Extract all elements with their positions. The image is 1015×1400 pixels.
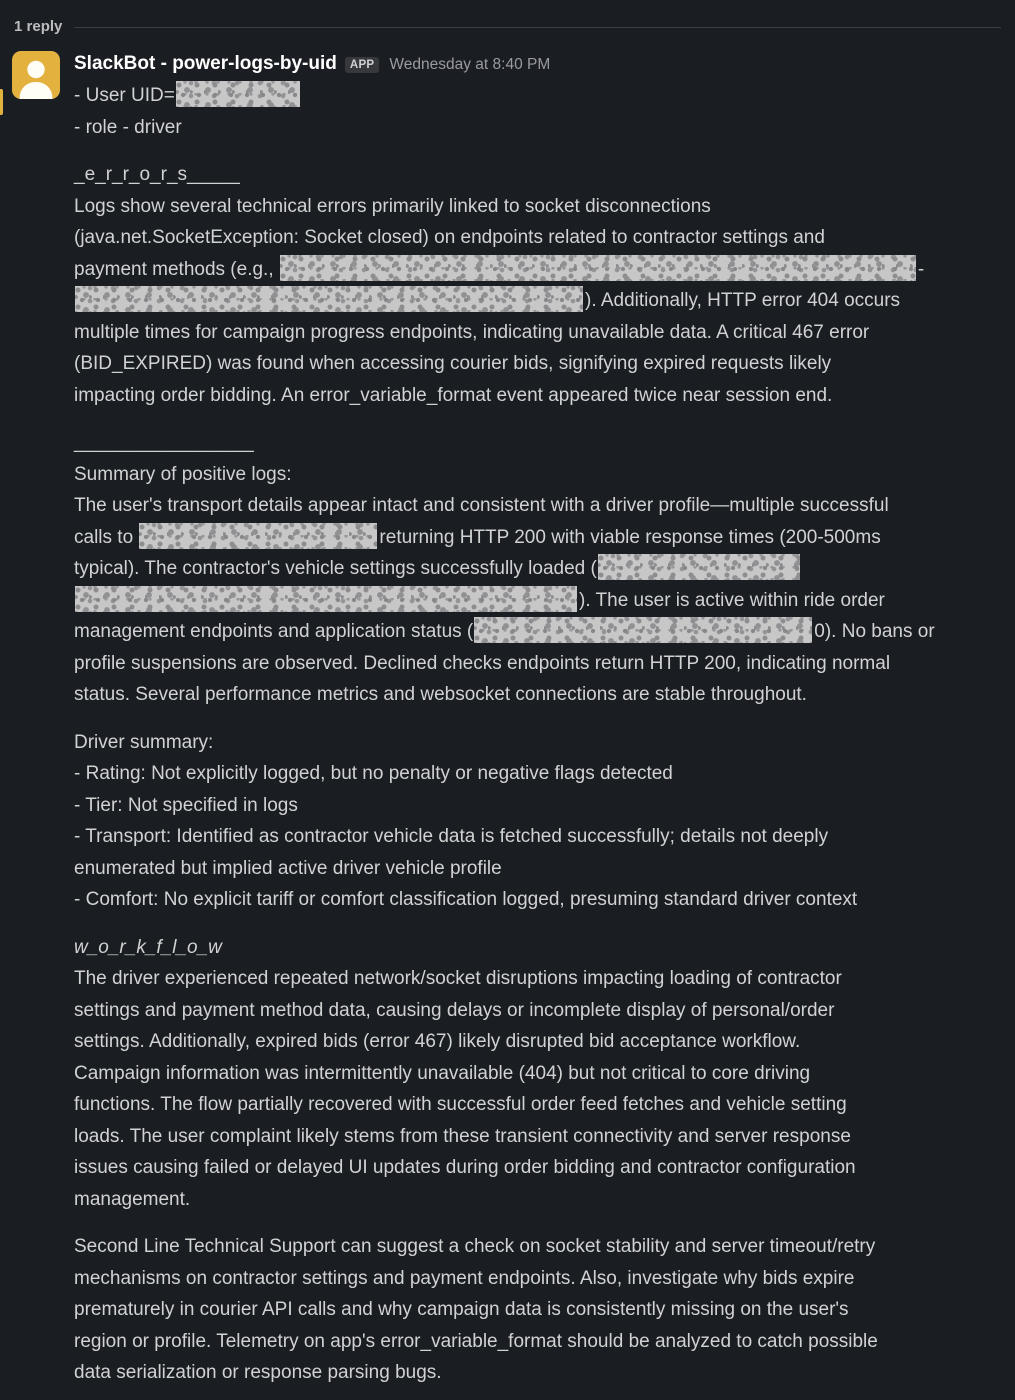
text-line — [74, 1357, 1001, 1389]
text-line — [74, 285, 1001, 317]
message-text: prematurely in courier API calls and why campaign data is consistently missing on the user's — [74, 1299, 849, 1320]
text-line — [74, 553, 1001, 585]
text-line — [74, 1326, 1001, 1358]
message-text: profile suspensions are observed. Declined checks endpoints return HTTP 200, indicating normal — [74, 652, 891, 674]
text-line — [74, 1184, 1001, 1216]
paragraph — [74, 159, 1001, 411]
avatar[interactable] — [12, 51, 60, 99]
message-text: - — [917, 258, 925, 280]
text-line — [74, 884, 1001, 916]
paragraph — [74, 427, 1001, 711]
message-text: ). The user is active within ride order — [579, 589, 885, 611]
text-line — [74, 1152, 1001, 1184]
message-text: functions. The flow partially recovered with successful order feed fetches and vehicle setting — [74, 1094, 847, 1115]
message-meta — [74, 52, 1001, 76]
text-line — [74, 490, 1001, 522]
message-text: payment methods (e.g., — [74, 258, 279, 280]
text-line — [74, 191, 1001, 223]
redacted-text — [139, 523, 377, 549]
text-line — [74, 427, 1001, 459]
text-line — [74, 80, 1001, 112]
text-line — [74, 616, 1001, 648]
text-line — [74, 585, 1001, 617]
message-text: 0). No bans or — [814, 621, 935, 642]
text-line — [74, 1263, 1001, 1295]
message-text: returning HTTP 200 with viable response times (200-500ms — [379, 526, 881, 548]
message-text: _________________ — [74, 432, 254, 453]
message-text: region or profile. Telemetry on app's error_variable_format should be analyzed to catch possible — [74, 1330, 878, 1352]
text-line — [74, 222, 1001, 254]
app-badge[interactable]: APP — [345, 57, 380, 73]
text-line — [74, 995, 1001, 1027]
text-line — [74, 112, 1001, 144]
message-text: data serialization or response parsing bugs. — [74, 1362, 442, 1383]
redacted-text — [474, 617, 812, 643]
text-line — [74, 159, 1001, 191]
message-text: typical). The contractor's vehicle settings successfully loaded ( — [74, 558, 597, 579]
message-text: - Comfort: No explicit tariff or comfort classification logged, presuming standard driver context — [74, 889, 858, 910]
text-line — [74, 459, 1001, 491]
text-line — [74, 727, 1001, 759]
message-text: settings. Additionally, expired bids (error 467) likely disrupted bid acceptance workflow. — [74, 1031, 801, 1052]
paragraph — [74, 80, 1001, 143]
paragraph — [74, 932, 1001, 1216]
message-text: settings and payment method data, causing delays or incomplete display of personal/order — [74, 999, 835, 1021]
redacted-text — [176, 81, 300, 107]
message-text: Driver summary: — [74, 731, 214, 753]
message-text: loads. The user complaint likely stems from these transient connectivity and server response — [74, 1125, 851, 1147]
sender-name[interactable]: SlackBot - power-logs-by-uid — [74, 53, 337, 74]
message-content — [74, 51, 1001, 1389]
message-timestamp[interactable]: Wednesday at 8:40 PM — [389, 56, 551, 73]
message-text: - Transport: Identified as contractor vehicle data is fetched successfully; details not deeply — [74, 826, 829, 847]
text-line — [74, 380, 1001, 412]
message-text: management. — [74, 1188, 191, 1210]
message-text: Logs show several technical errors primarily linked to socket disconnections — [74, 195, 711, 217]
text-line — [74, 522, 1001, 554]
text-line — [74, 853, 1001, 885]
redacted-text — [598, 554, 800, 580]
text-line — [74, 679, 1001, 711]
text-line — [74, 963, 1001, 995]
message-text: enumerated but implied active driver vehicle profile — [74, 857, 502, 879]
text-line — [74, 790, 1001, 822]
text-line — [74, 1089, 1001, 1121]
thread-divider — [74, 27, 1001, 28]
message-text: issues causing failed or delayed UI updates during order bidding and contractor configuration — [74, 1157, 856, 1178]
message-text: _e_r_r_o_r_s_____ — [74, 164, 240, 185]
message-text: Summary of positive logs: — [74, 463, 292, 485]
text-line — [74, 758, 1001, 790]
message-text: impacting order bidding. An error_variable_format event appeared twice near session end. — [74, 384, 833, 406]
redacted-text — [75, 286, 583, 312]
message — [0, 38, 1015, 1389]
text-line — [74, 1231, 1001, 1263]
message-text: Second Line Technical Support can suggest a check on socket stability and server timeout/retry — [74, 1236, 876, 1257]
clipped-element-fragment — [0, 89, 3, 115]
message-text: Campaign information was intermittently unavailable (404) but not critical to core driving — [74, 1062, 811, 1084]
message-text: mechanisms on contractor settings and payment endpoints. Also, investigate why bids expire — [74, 1267, 855, 1289]
text-line — [74, 317, 1001, 349]
text-line — [74, 932, 1001, 964]
message-body — [74, 80, 1001, 1389]
message-text: ). Additionally, HTTP error 404 occurs — [585, 290, 901, 311]
message-text: (java.net.SocketException: Socket closed) on endpoints related to contractor settings and — [74, 227, 825, 248]
message-text: management endpoints and application status ( — [74, 621, 474, 642]
redacted-text — [75, 586, 577, 612]
text-line — [74, 254, 1001, 286]
text-line — [74, 1058, 1001, 1090]
message-text: (BID_EXPIRED) was found when accessing courier bids, signifying expired requests likely — [74, 353, 832, 374]
message-text: status. Several performance metrics and websocket connections are stable throughout. — [74, 684, 807, 705]
message-text: The user's transport details appear intact and consistent with a driver profile—multiple successful — [74, 495, 889, 516]
message-text: calls to — [74, 526, 139, 548]
text-line — [74, 1026, 1001, 1058]
paragraph — [74, 1231, 1001, 1389]
text-line — [74, 1294, 1001, 1326]
redacted-text — [280, 255, 916, 281]
text-line — [74, 648, 1001, 680]
person-icon — [12, 51, 60, 99]
text-line — [74, 348, 1001, 380]
text-line — [74, 821, 1001, 853]
message-text: - Rating: Not explicitly logged, but no penalty or negative flags detected — [74, 763, 673, 784]
paragraph — [74, 727, 1001, 916]
message-text: multiple times for campaign progress endpoints, indicating unavailable data. A critical 467 error — [74, 321, 870, 343]
reply-count-label: 1 reply — [14, 17, 63, 35]
message-text: - role - driver — [74, 116, 182, 138]
message-text: - Tier: Not specified in logs — [74, 794, 298, 816]
text-line — [74, 1121, 1001, 1153]
message-text: w_o_r_k_f_l_o_w — [74, 936, 222, 958]
thread-header — [0, 0, 1015, 38]
message-text: The driver experienced repeated network/socket disruptions impacting loading of contractor — [74, 968, 842, 989]
message-text: - User UID= — [74, 85, 175, 106]
